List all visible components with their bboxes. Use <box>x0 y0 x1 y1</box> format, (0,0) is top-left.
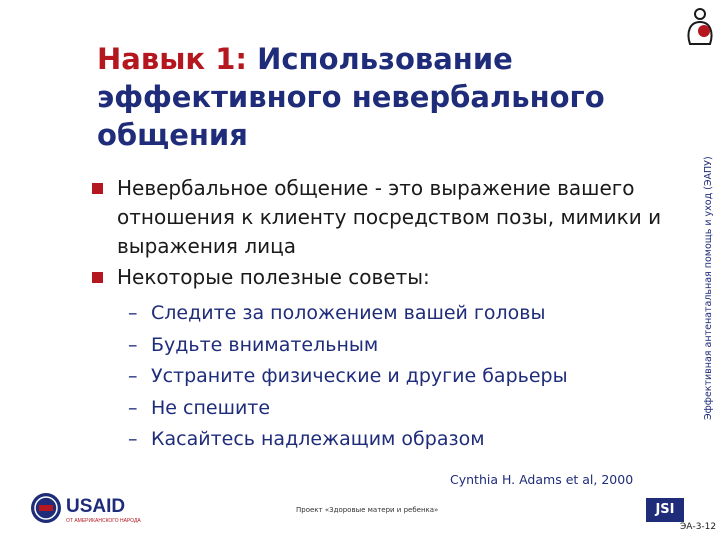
dash-icon: – <box>128 333 138 356</box>
title-rest: Использование эффективного невербального общения <box>97 42 605 152</box>
sub-text: Будьте внимательным <box>151 333 379 356</box>
citation: Cynthia H. Adams et al, 2000 <box>450 472 634 487</box>
sub-text: Не спешите <box>151 396 271 419</box>
bullet-item <box>92 263 672 292</box>
dash-icon: – <box>128 396 138 419</box>
slide-title <box>97 40 677 154</box>
bullet-text: Невербальное общение - это выражение вашего отношения к клиенту посредством позы, мимики и выражения лица <box>117 176 662 258</box>
sub-item <box>128 361 668 393</box>
sidebar-caption: Эффективная антенатальная помощь и уход (ЭАПУ) <box>703 156 714 420</box>
bullet-square-icon <box>92 183 103 194</box>
title-lead: Навык 1: <box>97 42 247 76</box>
dash-icon: – <box>128 302 138 324</box>
sub-text: Устраните физические и другие барьеры <box>151 365 568 387</box>
bullet-list <box>92 174 672 294</box>
sub-item <box>128 330 668 362</box>
dash-icon: – <box>128 428 138 450</box>
bullet-text: Некоторые полезные советы: <box>117 265 430 289</box>
usaid-tagline: ОТ АМЕРИКАНСКОГО НАРОДА <box>66 518 141 524</box>
slide-number: ЭА-3-12 <box>680 522 717 532</box>
bullet-item <box>92 174 672 261</box>
sub-text: Следите за положением вашей головы <box>151 302 546 324</box>
sub-text: Касайтесь надлежащим образом <box>151 428 485 450</box>
usaid-logo <box>30 491 148 525</box>
project-name: Проект «Здоровые матери и ребенка» <box>296 506 439 514</box>
usaid-wordmark: USAID <box>66 496 126 517</box>
sub-item <box>128 393 668 425</box>
bullet-square-icon <box>92 272 103 283</box>
jsi-logo: JSI <box>646 498 684 522</box>
sub-item <box>128 298 668 330</box>
sub-list <box>128 298 668 456</box>
sub-item <box>128 424 668 456</box>
mother-child-logo-icon <box>680 4 720 48</box>
dash-icon: – <box>128 365 138 387</box>
